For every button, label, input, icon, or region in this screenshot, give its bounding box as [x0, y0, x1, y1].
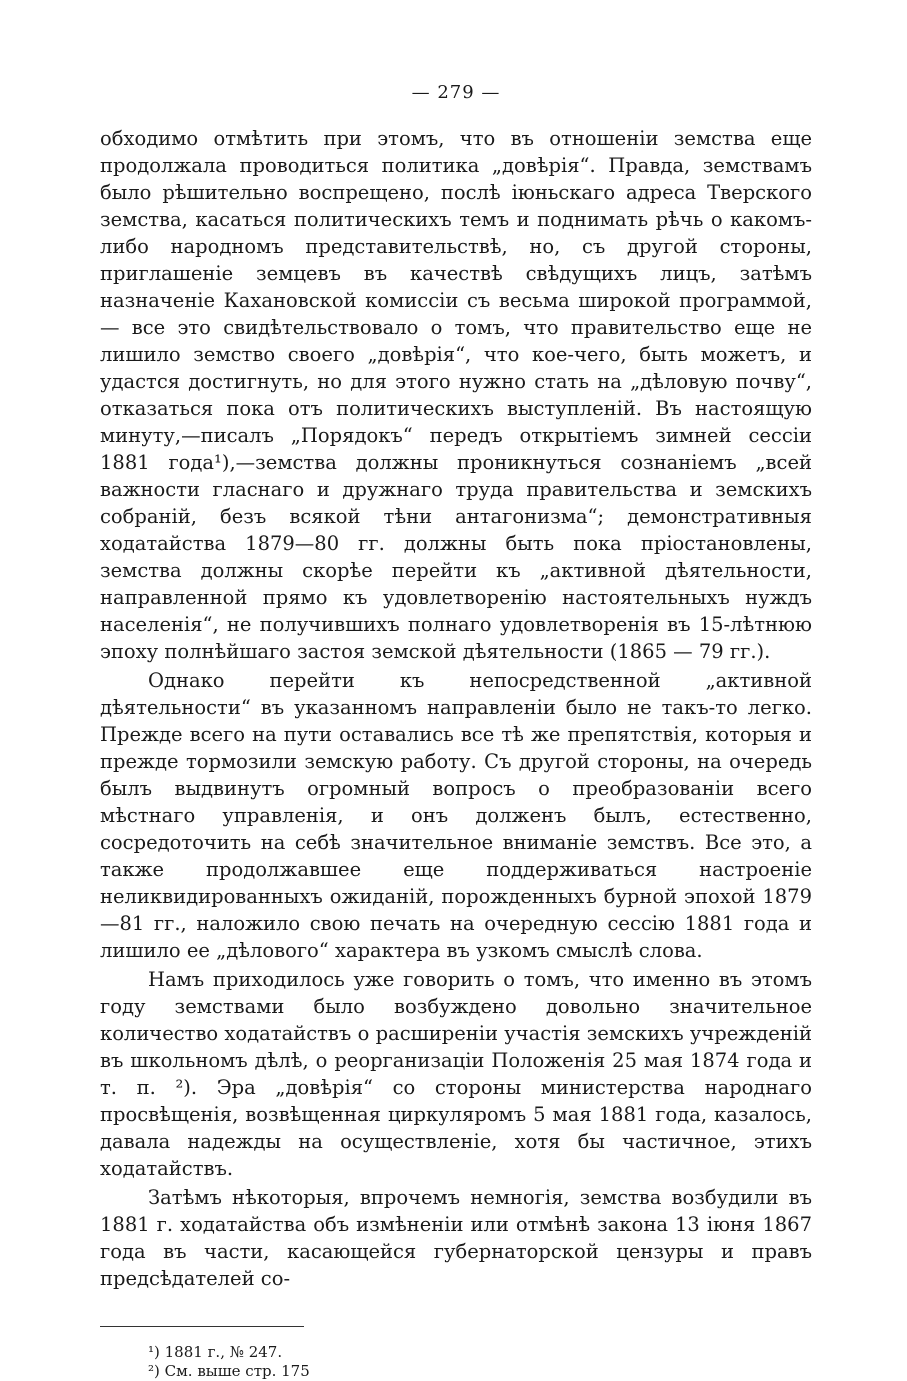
- paragraph-3: Намъ приходилось уже говорить о томъ, что именно въ этомъ году земствами было возбуждено довольно значительное количество ходатайствъ о расширеніи участія земскихъ учрежденій въ школьномъ дѣлѣ, о реорганизаціи Положенія 25 мая 1874 года и т. п. ²). Эра „довѣрія“ со стороны министерства народнаго просвѣщенія, возвѣщенная циркуляромъ 5 мая 1881 года, казалось, давала надежды на осуществленіе, хотя бы частичное, этихъ ходатайствъ.: [100, 968, 812, 1180]
- footnote-1: ¹) 1881 г., № 247.: [148, 1343, 283, 1361]
- paragraph-4: Затѣмъ нѣкоторыя, впрочемъ немногія, земства возбудили въ 1881 г. ходатайства объ измѣненіи или отмѣнѣ закона 13 іюня 1867 года въ части, касающейся губернаторской цензуры и правъ предсѣдателей со-: [100, 1186, 812, 1290]
- paragraph-1: обходимо отмѣтить при этомъ, что въ отношеніи земства еще продолжала проводиться политика „довѣрія“. Правда, земствамъ было рѣшительно воспрещено, послѣ іюньскаго адреса Тверского земства, касаться политическихъ темъ и поднимать рѣчь о какомъ-либо народномъ представительствѣ, но, съ другой стороны, приглашеніе земцевъ въ качествѣ свѣдущихъ лицъ, затѣмъ назначеніе Кахановской комиссіи съ весьма широкой программой, — все это свидѣтельствовало о томъ, что правительство еще не лишило земство своего „довѣрія“, что кое-чего, быть можетъ, и удастся достигнуть, но для этого нужно стать на „дѣловую почву“, отказаться пока отъ политическихъ выступленій. Въ настоящую минуту,—писалъ „Порядокъ“ передъ открытіемъ зимней сессіи 1881 года¹),—земства должны проникнуться сознаніемъ „всей важности гласнаго и дружнаго труда правительства и земскихъ собраній, безъ всякой тѣни антагонизма“; демонстративныя ходатайства 1879—80 гг. должны быть пока пріостановлены, земства должны скорѣе перейти къ „активной дѣятельности, направленной прямо къ удовлетворенію настоятельныхъ нуждъ населенія“, не получившихъ полнаго удовлетворенія въ 15-лѣтнюю эпоху полнѣйшаго застоя земской дѣятельности (1865 — 79 гг.).: [100, 127, 812, 663]
- footnotes: [100, 1343, 812, 1381]
- document-page: [100, 82, 812, 1381]
- footnote-divider: [100, 1326, 304, 1327]
- paragraph-2: Однако перейти къ непосредственной „активной дѣятельности“ въ указанномъ направленіи было не такъ-то легко. Прежде всего на пути оставались все тѣ же препятствія, которыя и прежде тормозили земскую работу. Съ другой стороны, на очередь былъ выдвинутъ огромный вопросъ о преобразованіи всего мѣстнаго управленія, и онъ долженъ былъ, естественно, сосредоточить на себѣ значительное вниманіе земствъ. Все это, а также продолжавшее еще поддерживаться настроеніе неликвидированныхъ ожиданій, порожденныхъ бурной эпохой 1879—81 гг., наложило свою печать на очередную сессію 1881 года и лишило ее „дѣлового“ характера въ узкомъ смыслѣ слова.: [100, 669, 812, 962]
- page-number: — 279 —: [411, 82, 501, 103]
- footnote-2: ²) См. выше стр. 175: [148, 1362, 310, 1380]
